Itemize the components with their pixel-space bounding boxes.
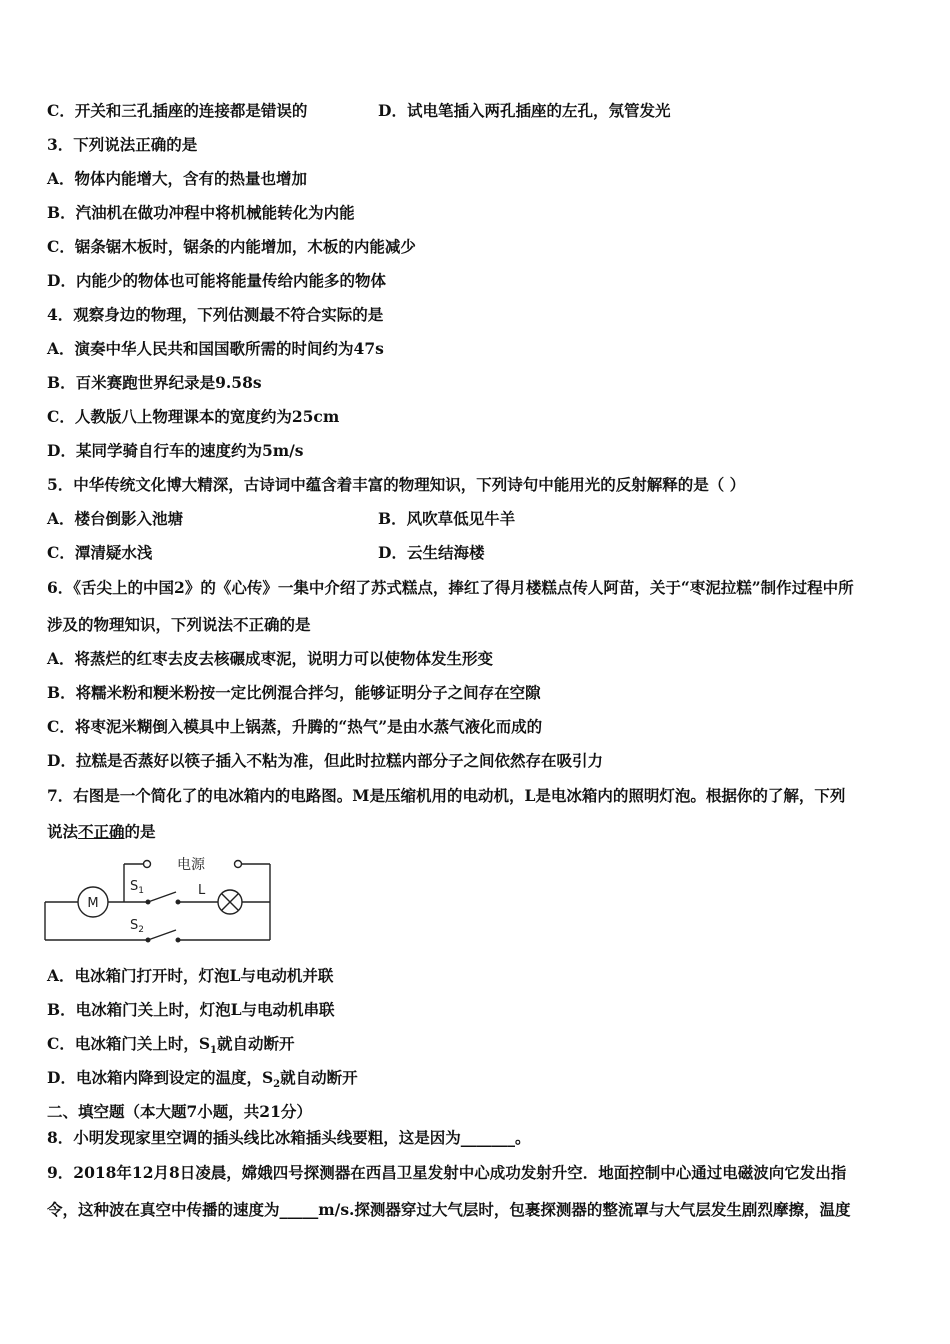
- q3-stem: 3．下列说法正确的是: [47, 135, 198, 154]
- q6-stem-line1: 6．《舌尖上的中国2》的《心传》一集中介绍了苏式糕点，捧红了得月楼糕点传人阿苗，关于“枣泥拉糕”制作过程中所: [47, 578, 854, 597]
- q5-option-d: D．云生结海楼: [378, 543, 485, 562]
- q4-stem: 4．观察身边的物理，下列估测最不符合实际的是: [47, 305, 384, 324]
- q3-option-b: B．汽油机在做功冲程中将机械能转化为内能: [47, 203, 355, 222]
- power-terminal-left: [144, 861, 151, 868]
- q6-stem-line2: 涉及的物理知识，下列说法不正确的是: [47, 615, 311, 634]
- q7-stem-suffix: 的是: [124, 822, 156, 841]
- s2-label-main: S: [130, 918, 139, 933]
- q7-option-d: [47, 1068, 358, 1095]
- q7-option-b: B．电冰箱门关上时，灯泡L与电动机串联: [47, 1000, 335, 1019]
- q7-stem-prefix: 说法: [47, 822, 79, 841]
- q7-stem-line1: 7．右图是一个简化了的电冰箱内的电路图。M是压缩机用的电动机，L是电冰箱内的照明灯泡。根据你的了解，下列: [47, 786, 846, 805]
- power-terminal-right: [235, 861, 242, 868]
- q5-option-b: B．风吹草低见牛羊: [378, 509, 516, 528]
- lamp-label: L: [198, 883, 206, 898]
- circuit-diagram: [40, 852, 280, 947]
- q5-option-a: A．楼台倒影入池塘: [47, 509, 184, 528]
- q7-option-c: [47, 1034, 295, 1061]
- s2-label: [130, 918, 144, 935]
- motor-label: M: [87, 896, 99, 911]
- s1-blade: [148, 892, 176, 902]
- q7-option-d-prefix: D．电冰箱内降到设定的温度，S: [47, 1068, 274, 1087]
- q9-line1: 9．2018年12月8日凌晨，嫦娥四号探测器在西昌卫星发射中心成功发射升空．地面控制中心通过电磁波向它发出指: [47, 1163, 847, 1182]
- s2-blade: [148, 930, 176, 940]
- q4-option-d: D．某同学骑自行车的速度约为5m/s: [47, 441, 304, 460]
- q7-option-c-suffix: 就自动断开: [217, 1034, 295, 1053]
- q6-option-d: D．拉糕是否蒸好以筷子插入不粘为准，但此时拉糕内部分子之间依然存在吸引力: [47, 751, 603, 770]
- q7-option-c-sub: 1: [210, 1045, 217, 1057]
- q6-option-c: C．将枣泥米糊倒入模具中上锅蒸，升腾的“热气”是由水蒸气液化而成的: [47, 717, 543, 736]
- q4-option-b: B．百米赛跑世界纪录是9.58s: [47, 373, 262, 392]
- q7-stem-line2: [47, 822, 156, 842]
- q3-option-a: A．物体内能增大，含有的热量也增加: [47, 169, 308, 188]
- q7-stem-emphasis: 不正确: [78, 822, 125, 841]
- s1-label-sub: 1: [138, 886, 144, 896]
- q5-stem: 5．中华传统文化博大精深，古诗词中蕴含着丰富的物理知识，下列诗句中能用光的反射解释的是（ ）: [47, 475, 746, 494]
- s1-label: [130, 879, 144, 896]
- q7-option-a: A．电冰箱门打开时，灯泡L与电动机并联: [47, 966, 334, 985]
- q9-line2: 令，这种波在真空中传播的速度为_____m/s.探测器穿过大气层时，包裹探测器的整流罩与大气层发生剧烈摩擦，温度: [47, 1200, 851, 1219]
- q8-text: 8．小明发现家里空调的插头线比冰箱插头线要粗，这是因为_______。: [47, 1128, 531, 1147]
- q3-option-d: D．内能少的物体也可能将能量传给内能多的物体: [47, 271, 386, 290]
- q7-option-c-prefix: C．电冰箱门关上时，S: [47, 1034, 211, 1053]
- power-label: 电源: [177, 857, 205, 873]
- q3-option-c: C．锯条锯木板时，锯条的内能增加，木板的内能减少: [47, 237, 416, 256]
- q4-option-a: A．演奏中华人民共和国国歌所需的时间约为47s: [47, 339, 384, 358]
- section2-heading: 二、填空题（本大题7小题，共21分）: [47, 1102, 312, 1121]
- s1-contact-right: [176, 900, 180, 904]
- q7-option-d-sub: 2: [273, 1079, 281, 1091]
- q6-option-b: B．将糯米粉和粳米粉按一定比例混合拌匀，能够证明分子之间存在空隙: [47, 683, 541, 702]
- q2-option-d: D．试电笔插入两孔插座的左孔，氖管发光: [378, 101, 671, 120]
- s2-contact-right: [176, 938, 180, 942]
- q7-option-d-suffix: 就自动断开: [280, 1068, 358, 1087]
- s1-label-main: S: [130, 879, 139, 894]
- q6-option-a: A．将蒸烂的红枣去皮去核碾成枣泥，说明力可以使物体发生形变: [47, 649, 494, 668]
- s2-label-sub: 2: [138, 925, 144, 935]
- q5-option-c: C．潭清疑水浅: [47, 543, 153, 562]
- q4-option-c: C．人教版八上物理课本的宽度约为25cm: [47, 407, 340, 426]
- q2-option-c: C．开关和三孔插座的连接都是错误的: [47, 101, 308, 120]
